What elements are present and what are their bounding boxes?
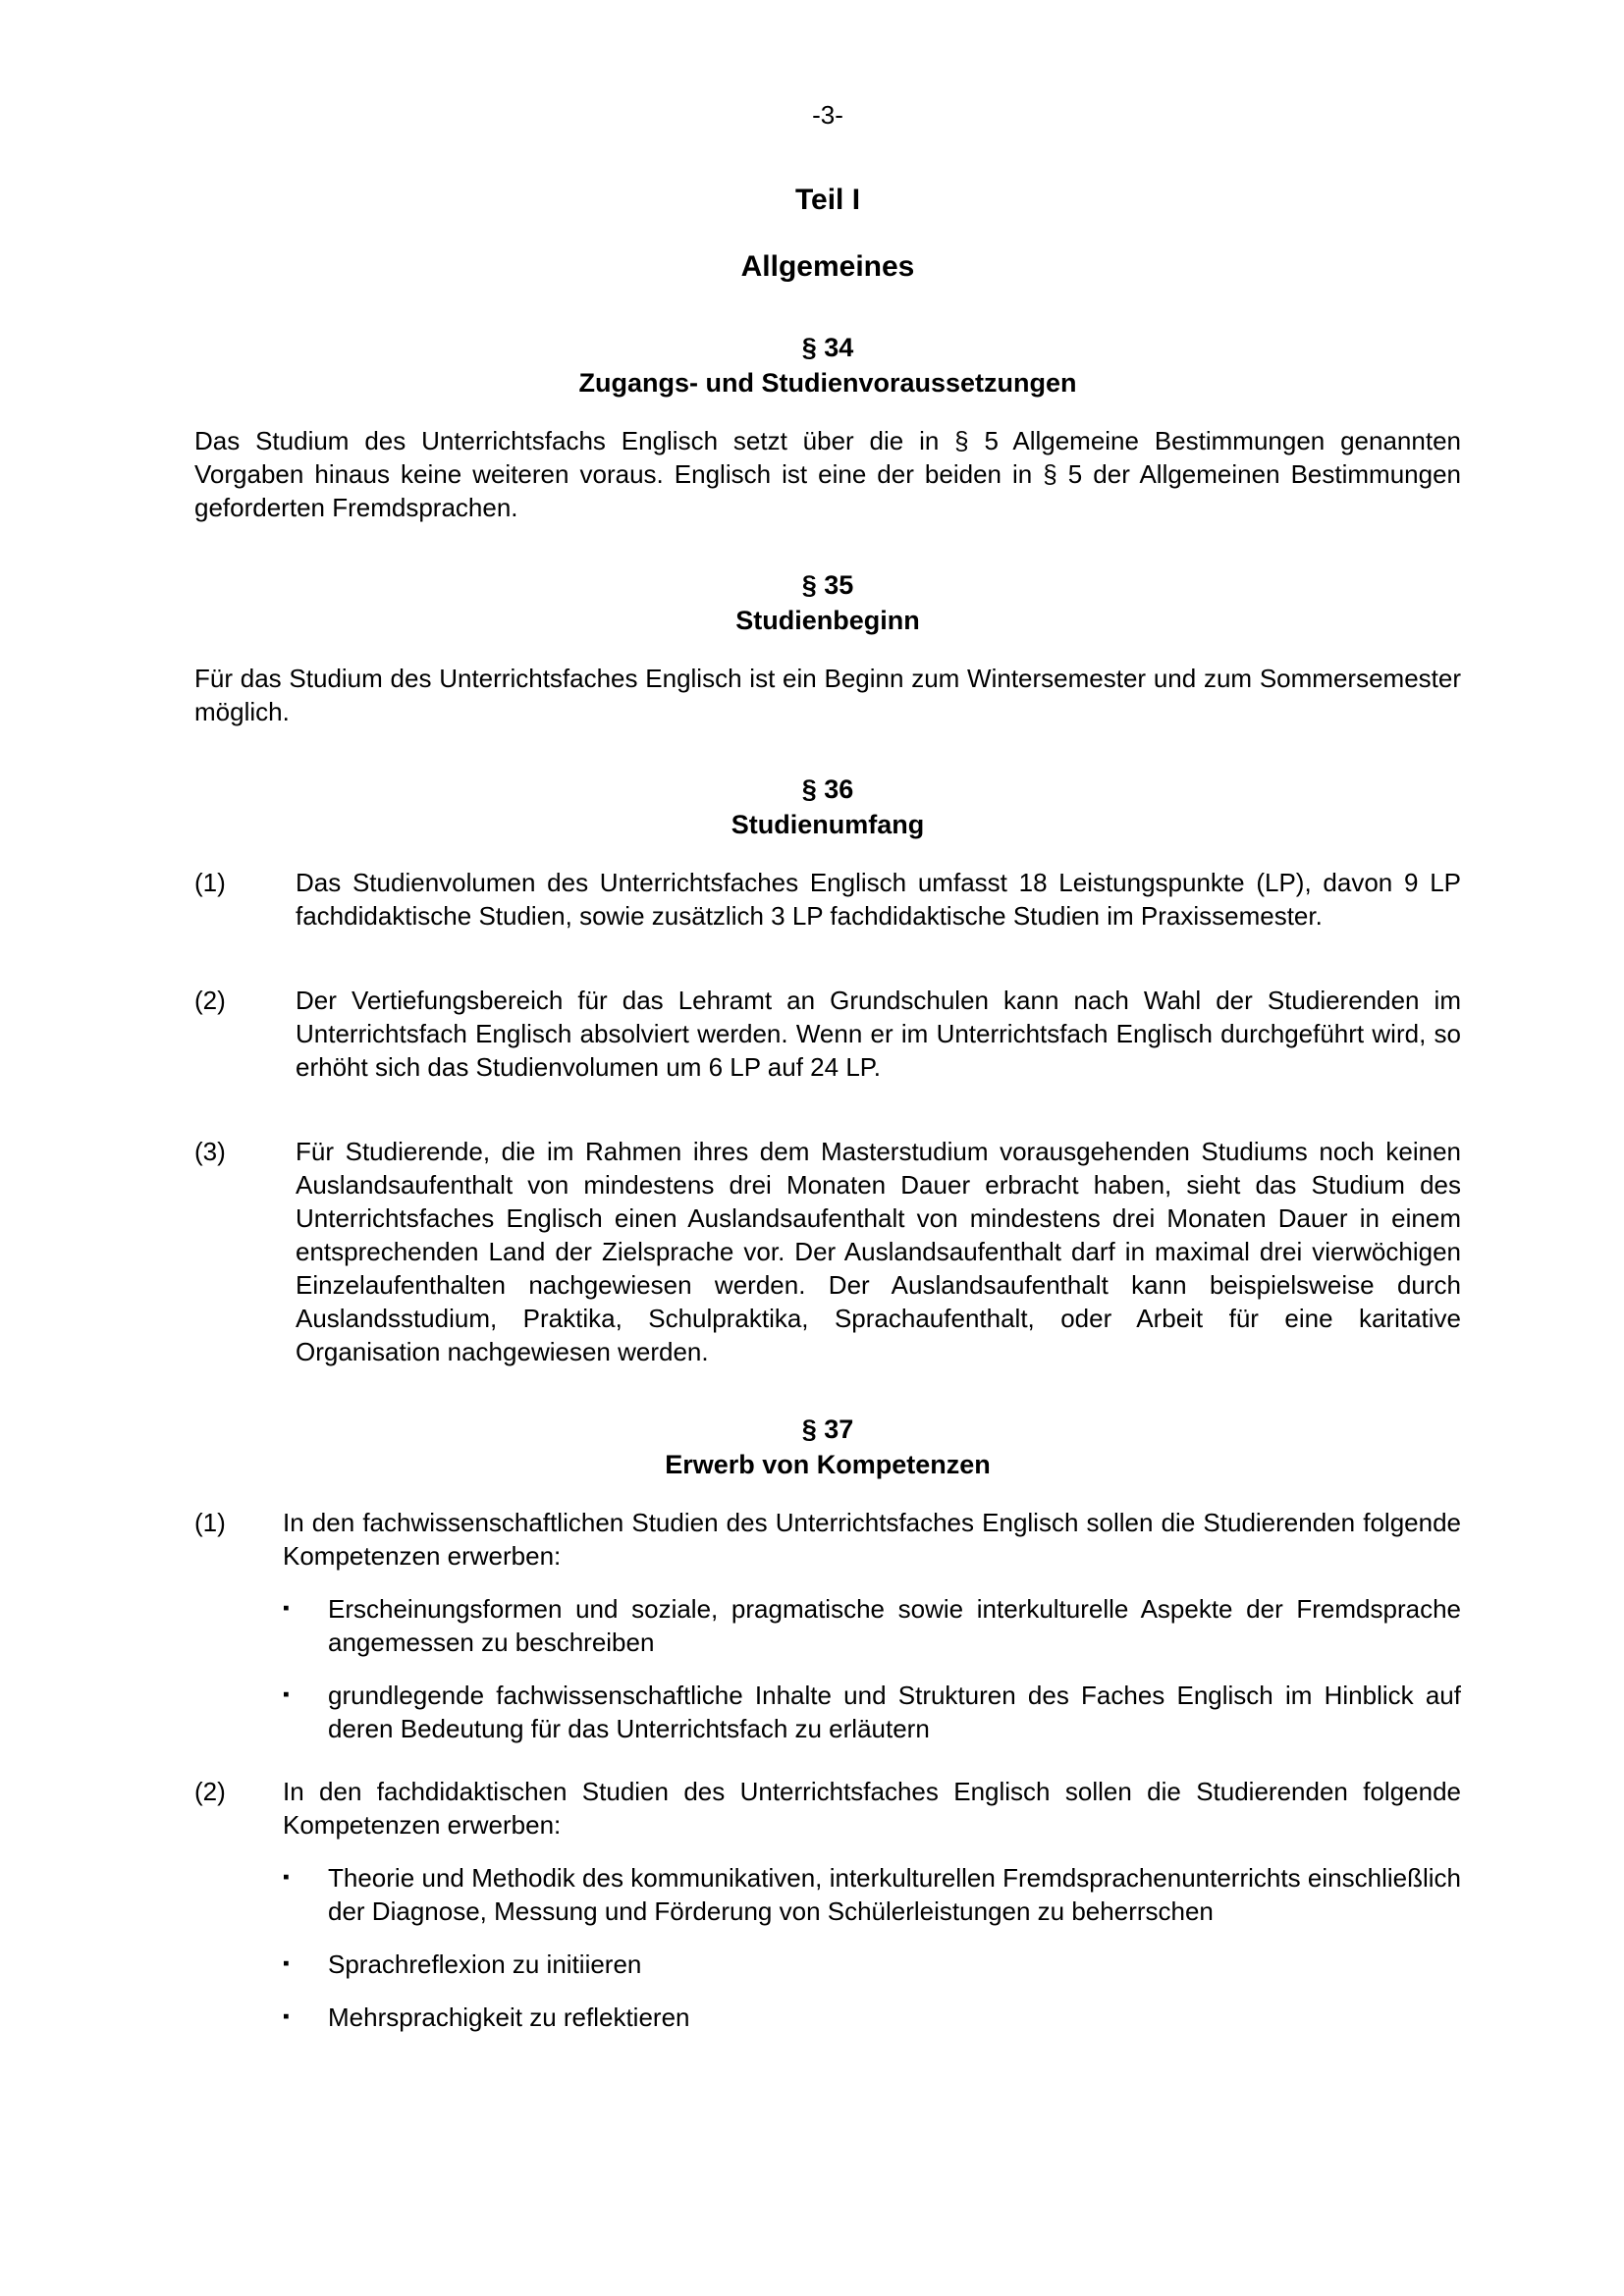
bullet-item: [283, 1679, 1461, 1745]
bullet-text: grundlegende fachwissenschaftliche Inhalte und Strukturen des Faches Englisch im Hinblick auf deren Bedeutung für das Unterrichtsfach zu erläutern: [328, 1681, 1461, 1743]
numbered-item-36-3: [194, 1135, 1461, 1368]
item-text: Das Studienvolumen des Unterrichtsfaches Englisch umfasst 18 Leistungspunkte (LP), davon 9 LP fachdidaktische Studien, sowie zusätzlich 3 LP fachdidaktische Studien im Praxissemester.: [296, 868, 1461, 931]
item-body: [283, 1506, 1461, 1745]
item-body: [296, 984, 1461, 1084]
item-text: Der Vertiefungsbereich für das Lehramt an Grundschulen kann nach Wahl der Studierenden im Unterrichtsfach Englisch absolviert werden. Wenn er im Unterrichtsfach Englisch durchgeführt wird, so erhöht sich das Studienvolumen um 6 LP auf 24 LP.: [296, 986, 1461, 1082]
bullet-item: [283, 1948, 1461, 1981]
bullet-item: [283, 2001, 1461, 2034]
bullet-text: Erscheinungsformen und soziale, pragmatische sowie interkulturelle Aspekte der Fremdsprache angemessen zu beschreiben: [328, 1594, 1461, 1657]
numbered-item-37-2: [194, 1775, 1461, 2034]
item-label: (1): [194, 1508, 226, 1537]
numbered-item-36-2: [194, 984, 1461, 1084]
numbered-item-36-1: [194, 866, 1461, 933]
section-34: [194, 330, 1461, 524]
item-text: In den fachdidaktischen Studien des Unterrichtsfaches Englisch sollen die Studierenden folgende Kompetenzen erwerben:: [283, 1777, 1461, 1840]
item-text: In den fachwissenschaftlichen Studien des Unterrichtsfaches Englisch sollen die Studierenden folgende Kompetenzen erwerben:: [283, 1508, 1461, 1571]
section-35-title: Studienbeginn: [735, 606, 920, 635]
item-body: [296, 866, 1461, 933]
item-body: [283, 1775, 1461, 2034]
square-bullet-icon: ▪: [283, 1684, 290, 1705]
square-bullet-icon: ▪: [283, 1867, 290, 1888]
item-label: (1): [194, 868, 226, 897]
item-label: (2): [194, 1777, 226, 1806]
item-body: [296, 1135, 1461, 1368]
bullet-item: [283, 1592, 1461, 1659]
section-35-paragraph: Für das Studium des Unterrichtsfaches Englisch ist ein Beginn zum Wintersemester und zum Sommersemester möglich.: [194, 664, 1461, 726]
square-bullet-icon: ▪: [283, 1953, 290, 1974]
section-37-number: § 37: [801, 1415, 854, 1444]
part-title: Teil I: [794, 184, 861, 216]
bullet-text: Mehrsprachigkeit zu reflektieren: [328, 2002, 690, 2032]
part-subtitle: Allgemeines: [740, 250, 915, 283]
section-35-number: § 35: [801, 570, 854, 600]
section-37: [194, 1412, 1461, 2034]
section-37-title: Erwerb von Kompetenzen: [665, 1450, 991, 1479]
section-34-paragraph: Das Studium des Unterrichtsfachs Englisch setzt über die in § 5 Allgemeine Bestimmungen genannten Vorgaben hinaus keine weiteren voraus. Englisch ist eine der beiden in § 5 der Allgemeinen Bestimmungen geforderten Fremdsprachen.: [194, 426, 1461, 522]
section-36: [194, 772, 1461, 1368]
section-34-number: § 34: [801, 333, 854, 362]
square-bullet-icon: ▪: [283, 1598, 290, 1619]
section-36-title: Studienumfang: [731, 810, 925, 839]
square-bullet-icon: ▪: [283, 2006, 290, 2027]
item-label: (3): [194, 1137, 226, 1166]
page-number: -3-: [812, 100, 843, 130]
section-34-title: Zugangs- und Studienvoraussetzungen: [578, 368, 1077, 398]
bullet-text: Theorie und Methodik des kommunikativen, interkulturellen Fremdsprachenunterrichts einschließlich der Diagnose, Messung und Förderung von Schülerleistungen zu beherrschen: [328, 1863, 1461, 1926]
bullet-text: Sprachreflexion zu initiieren: [328, 1949, 642, 1979]
bullet-item: [283, 1861, 1461, 1928]
item-label: (2): [194, 986, 226, 1015]
item-text: Für Studierende, die im Rahmen ihres dem Masterstudium vorausgehenden Studiums noch keinen Auslandsaufenthalt von mindestens drei Monaten Dauer erbracht haben, sieht das Studium des Unterrichtsfaches Englisch einen Auslandsaufenthalt von mindestens drei Monaten Dauer in einem entsprechenden Land der Zielsprache vor. Der Auslandsaufenthalt darf in maximal drei vierwöchigen Einzelaufenthalten nachgewiesen werden. Der Auslandsaufenthalt kann beispielsweise durch Auslandsstudium, Praktika, Schulpraktika, Sprachaufenthalt, oder Arbeit für eine karitative Organisation nachgewiesen werden.: [296, 1137, 1461, 1366]
section-36-number: § 36: [801, 774, 854, 804]
section-35: [194, 567, 1461, 728]
numbered-item-37-1: [194, 1506, 1461, 1745]
